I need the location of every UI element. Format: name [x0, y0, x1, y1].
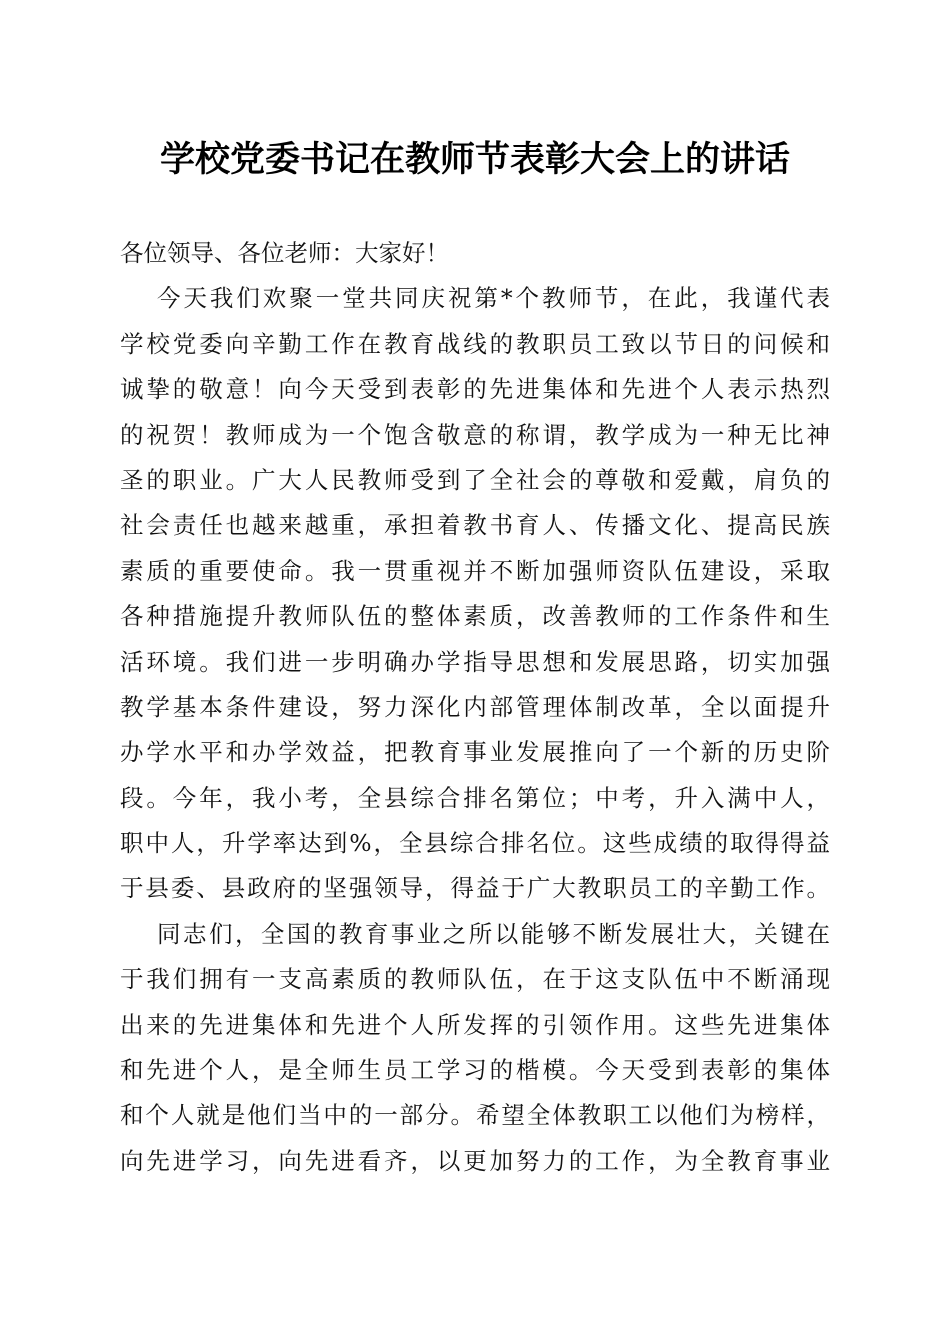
body-line: 教学基本条件建设，努力深化内部管理体制改革，全以面提升 — [120, 692, 830, 721]
body-line: 各种措施提升教师队伍的整体素质，改善教师的工作条件和生 — [120, 602, 830, 631]
body-line: 圣的职业。广大人民教师受到了全社会的尊敬和爱戴，肩负的 — [120, 465, 830, 494]
body-line: 诚挚的敬意！向今天受到表彰的先进集体和先进个人表示热烈 — [120, 375, 830, 404]
body-line: 段。今年，我小考，全县综合排名第位；中考，升入满中人， — [120, 783, 830, 812]
body-line: 职中人，升学率达到%，全县综合排名位。这些成绩的取得得益 — [120, 829, 830, 858]
body-line: 同志们，全国的教育事业之所以能够不断发展壮大，关键在 — [157, 919, 830, 948]
body-line: 活环境。我们进一步明确办学指导思想和发展思路，切实加强 — [120, 647, 830, 676]
body-line: 社会责任也越来越重，承担着教书育人、传播文化、提高民族 — [120, 511, 830, 540]
document-body — [120, 231, 830, 1184]
body-line: 和先进个人，是全师生员工学习的楷模。今天受到表彰的集体 — [120, 1056, 830, 1085]
body-line: 于我们拥有一支高素质的教师队伍，在于这支队伍中不断涌现 — [120, 965, 830, 994]
body-line: 于县委、县政府的坚强领导，得益于广大教职员工的辛勤工作。 — [120, 874, 830, 903]
body-line: 学校党委向辛勤工作在教育战线的教职员工致以节日的问候和 — [120, 329, 830, 358]
body-line: 办学水平和办学效益，把教育事业发展推向了一个新的历史阶 — [120, 738, 830, 767]
greeting-line: 各位领导、各位老师：大家好！ — [120, 239, 449, 267]
body-line: 向先进学习，向先进看齐，以更加努力的工作，为全教育事业 — [120, 1146, 830, 1175]
body-line: 今天我们欢聚一堂共同庆祝第*个教师节，在此，我谨代表 — [157, 284, 830, 313]
body-line: 和个人就是他们当中的一部分。希望全体教职工以他们为榜样， — [120, 1101, 830, 1130]
document-title: 学校党委书记在教师节表彰大会上的讲话 — [159, 139, 790, 180]
body-line: 出来的先进集体和先进个人所发挥的引领作用。这些先进集体 — [120, 1010, 830, 1039]
body-line: 的祝贺！教师成为一个饱含敬意的称谓，教学成为一种无比神 — [120, 420, 830, 449]
body-line: 素质的重要使命。我一贯重视并不断加强师资队伍建设，采取 — [120, 556, 830, 585]
